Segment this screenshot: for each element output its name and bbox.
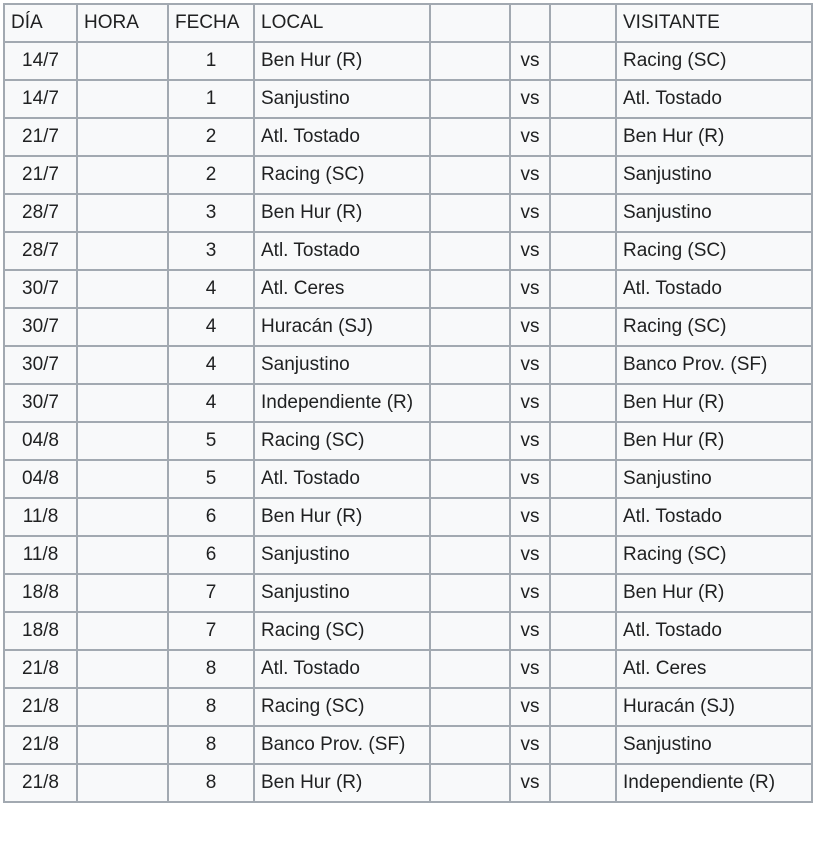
fixture-body: [4, 42, 812, 802]
header-blank-2: [510, 4, 550, 42]
cell-fecha: 3: [168, 232, 254, 270]
cell-hora: [77, 118, 168, 156]
header-hora: HORA: [77, 4, 168, 42]
cell-fecha: 8: [168, 650, 254, 688]
cell-score-visitante: [550, 80, 616, 118]
cell-vs: vs: [510, 460, 550, 498]
cell-score-visitante: [550, 156, 616, 194]
cell-fecha: 4: [168, 270, 254, 308]
cell-local: Racing (SC): [254, 422, 430, 460]
cell-visitante: Ben Hur (R): [616, 118, 812, 156]
cell-vs: vs: [510, 726, 550, 764]
cell-hora: [77, 460, 168, 498]
cell-visitante: Sanjustino: [616, 726, 812, 764]
cell-visitante: Sanjustino: [616, 460, 812, 498]
cell-score-local: [430, 650, 510, 688]
cell-score-local: [430, 422, 510, 460]
cell-local: Atl. Ceres: [254, 270, 430, 308]
cell-visitante: Huracán (SJ): [616, 688, 812, 726]
cell-score-local: [430, 42, 510, 80]
cell-hora: [77, 574, 168, 612]
cell-dia: 18/8: [4, 574, 77, 612]
cell-score-local: [430, 194, 510, 232]
table-row: [4, 688, 812, 726]
cell-score-local: [430, 726, 510, 764]
cell-hora: [77, 536, 168, 574]
cell-dia: 28/7: [4, 194, 77, 232]
cell-vs: vs: [510, 536, 550, 574]
cell-vs: vs: [510, 422, 550, 460]
cell-hora: [77, 384, 168, 422]
cell-local: Atl. Tostado: [254, 650, 430, 688]
cell-score-local: [430, 764, 510, 802]
cell-score-visitante: [550, 498, 616, 536]
table-row: [4, 650, 812, 688]
cell-vs: vs: [510, 574, 550, 612]
cell-dia: 21/8: [4, 764, 77, 802]
cell-local: Sanjustino: [254, 346, 430, 384]
cell-score-visitante: [550, 764, 616, 802]
cell-fecha: 4: [168, 346, 254, 384]
cell-visitante: Atl. Tostado: [616, 270, 812, 308]
cell-vs: vs: [510, 80, 550, 118]
cell-local: Atl. Tostado: [254, 460, 430, 498]
cell-fecha: 4: [168, 308, 254, 346]
cell-hora: [77, 346, 168, 384]
cell-visitante: Racing (SC): [616, 536, 812, 574]
table-row: [4, 764, 812, 802]
cell-dia: 14/7: [4, 42, 77, 80]
cell-fecha: 5: [168, 460, 254, 498]
table-row: [4, 574, 812, 612]
cell-fecha: 7: [168, 612, 254, 650]
cell-hora: [77, 80, 168, 118]
cell-score-local: [430, 612, 510, 650]
cell-dia: 11/8: [4, 498, 77, 536]
cell-vs: vs: [510, 232, 550, 270]
header-blank-1: [430, 4, 510, 42]
cell-dia: 21/8: [4, 688, 77, 726]
cell-visitante: Banco Prov. (SF): [616, 346, 812, 384]
cell-score-visitante: [550, 574, 616, 612]
cell-local: Sanjustino: [254, 80, 430, 118]
cell-vs: vs: [510, 346, 550, 384]
cell-hora: [77, 232, 168, 270]
cell-vs: vs: [510, 42, 550, 80]
cell-visitante: Atl. Tostado: [616, 612, 812, 650]
cell-local: Ben Hur (R): [254, 764, 430, 802]
header-dia: DÍA: [4, 4, 77, 42]
cell-dia: 21/8: [4, 650, 77, 688]
cell-score-visitante: [550, 346, 616, 384]
cell-vs: vs: [510, 156, 550, 194]
cell-dia: 30/7: [4, 270, 77, 308]
cell-local: Racing (SC): [254, 688, 430, 726]
table-row: [4, 346, 812, 384]
cell-local: Independiente (R): [254, 384, 430, 422]
cell-hora: [77, 270, 168, 308]
cell-dia: 14/7: [4, 80, 77, 118]
header-visitante: VISITANTE: [616, 4, 812, 42]
cell-fecha: 8: [168, 688, 254, 726]
cell-score-visitante: [550, 536, 616, 574]
table-row: [4, 194, 812, 232]
cell-fecha: 7: [168, 574, 254, 612]
cell-fecha: 8: [168, 764, 254, 802]
cell-fecha: 1: [168, 42, 254, 80]
cell-score-visitante: [550, 460, 616, 498]
cell-visitante: Atl. Tostado: [616, 80, 812, 118]
table-row: [4, 498, 812, 536]
table-row: [4, 536, 812, 574]
cell-score-visitante: [550, 308, 616, 346]
table-row: [4, 384, 812, 422]
cell-dia: 04/8: [4, 422, 77, 460]
table-row: [4, 118, 812, 156]
cell-vs: vs: [510, 688, 550, 726]
cell-fecha: 8: [168, 726, 254, 764]
header-local: LOCAL: [254, 4, 430, 42]
cell-score-local: [430, 498, 510, 536]
table-row: [4, 308, 812, 346]
cell-dia: 28/7: [4, 232, 77, 270]
cell-visitante: Racing (SC): [616, 232, 812, 270]
cell-vs: vs: [510, 612, 550, 650]
cell-visitante: Atl. Ceres: [616, 650, 812, 688]
cell-hora: [77, 726, 168, 764]
cell-vs: vs: [510, 650, 550, 688]
cell-score-local: [430, 574, 510, 612]
cell-fecha: 6: [168, 536, 254, 574]
cell-fecha: 2: [168, 118, 254, 156]
cell-local: Ben Hur (R): [254, 498, 430, 536]
cell-score-visitante: [550, 194, 616, 232]
cell-score-local: [430, 688, 510, 726]
cell-visitante: Sanjustino: [616, 156, 812, 194]
cell-score-visitante: [550, 726, 616, 764]
table-row: [4, 612, 812, 650]
cell-local: Banco Prov. (SF): [254, 726, 430, 764]
cell-score-visitante: [550, 232, 616, 270]
cell-fecha: 1: [168, 80, 254, 118]
cell-score-visitante: [550, 118, 616, 156]
cell-hora: [77, 42, 168, 80]
cell-hora: [77, 688, 168, 726]
cell-score-visitante: [550, 384, 616, 422]
cell-score-local: [430, 460, 510, 498]
fixture-table: [3, 3, 813, 803]
cell-local: Atl. Tostado: [254, 232, 430, 270]
cell-vs: vs: [510, 764, 550, 802]
cell-hora: [77, 156, 168, 194]
cell-score-visitante: [550, 612, 616, 650]
cell-local: Ben Hur (R): [254, 42, 430, 80]
cell-fecha: 3: [168, 194, 254, 232]
cell-fecha: 4: [168, 384, 254, 422]
table-row: [4, 270, 812, 308]
cell-visitante: Racing (SC): [616, 308, 812, 346]
cell-visitante: Ben Hur (R): [616, 384, 812, 422]
cell-dia: 04/8: [4, 460, 77, 498]
cell-visitante: Atl. Tostado: [616, 498, 812, 536]
cell-score-visitante: [550, 270, 616, 308]
cell-local: Racing (SC): [254, 612, 430, 650]
cell-hora: [77, 308, 168, 346]
table-row: [4, 726, 812, 764]
cell-hora: [77, 498, 168, 536]
cell-vs: vs: [510, 118, 550, 156]
cell-score-local: [430, 536, 510, 574]
cell-score-local: [430, 346, 510, 384]
cell-score-local: [430, 308, 510, 346]
cell-dia: 30/7: [4, 346, 77, 384]
cell-local: Atl. Tostado: [254, 118, 430, 156]
cell-vs: vs: [510, 384, 550, 422]
cell-dia: 11/8: [4, 536, 77, 574]
cell-vs: vs: [510, 270, 550, 308]
cell-score-visitante: [550, 688, 616, 726]
cell-local: Sanjustino: [254, 574, 430, 612]
header-fecha: FECHA: [168, 4, 254, 42]
cell-score-visitante: [550, 422, 616, 460]
cell-dia: 18/8: [4, 612, 77, 650]
cell-local: Racing (SC): [254, 156, 430, 194]
table-row: [4, 232, 812, 270]
table-row: [4, 156, 812, 194]
cell-score-local: [430, 384, 510, 422]
cell-fecha: 5: [168, 422, 254, 460]
cell-hora: [77, 194, 168, 232]
cell-dia: 30/7: [4, 308, 77, 346]
cell-fecha: 2: [168, 156, 254, 194]
cell-vs: vs: [510, 498, 550, 536]
cell-visitante: Sanjustino: [616, 194, 812, 232]
cell-score-visitante: [550, 42, 616, 80]
cell-dia: 21/7: [4, 156, 77, 194]
table-row: [4, 42, 812, 80]
cell-dia: 30/7: [4, 384, 77, 422]
cell-hora: [77, 650, 168, 688]
table-row: [4, 460, 812, 498]
cell-visitante: Ben Hur (R): [616, 422, 812, 460]
table-header-row: [4, 4, 812, 42]
cell-score-local: [430, 270, 510, 308]
cell-visitante: Ben Hur (R): [616, 574, 812, 612]
table-row: [4, 422, 812, 460]
cell-visitante: Independiente (R): [616, 764, 812, 802]
cell-score-local: [430, 156, 510, 194]
cell-vs: vs: [510, 308, 550, 346]
cell-local: Sanjustino: [254, 536, 430, 574]
cell-dia: 21/8: [4, 726, 77, 764]
cell-fecha: 6: [168, 498, 254, 536]
cell-score-local: [430, 232, 510, 270]
cell-score-local: [430, 80, 510, 118]
cell-score-visitante: [550, 650, 616, 688]
cell-hora: [77, 612, 168, 650]
cell-hora: [77, 764, 168, 802]
cell-hora: [77, 422, 168, 460]
cell-vs: vs: [510, 194, 550, 232]
table-row: [4, 80, 812, 118]
cell-visitante: Racing (SC): [616, 42, 812, 80]
cell-dia: 21/7: [4, 118, 77, 156]
cell-local: Ben Hur (R): [254, 194, 430, 232]
header-blank-3: [550, 4, 616, 42]
cell-score-local: [430, 118, 510, 156]
cell-local: Huracán (SJ): [254, 308, 430, 346]
